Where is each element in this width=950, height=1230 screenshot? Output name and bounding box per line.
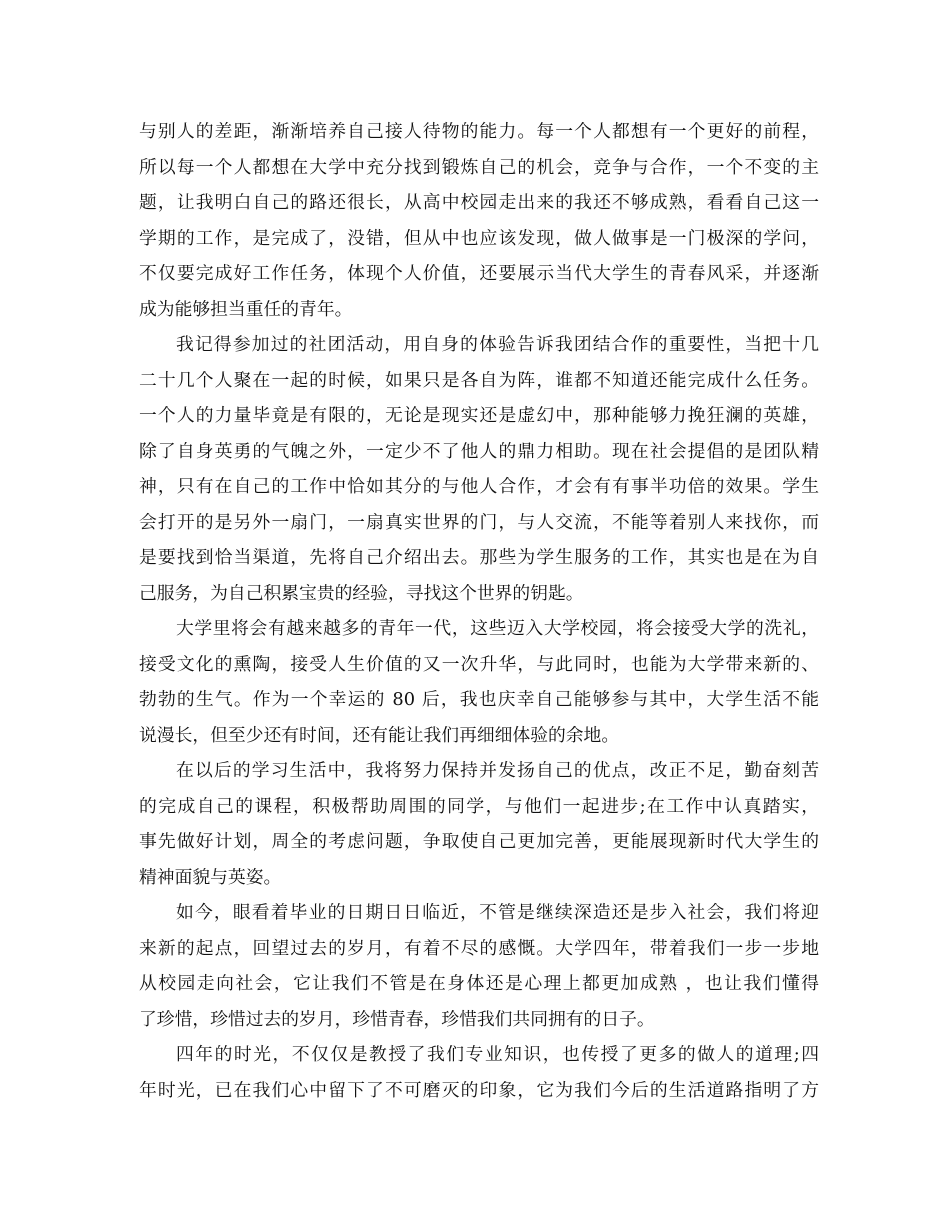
text-line: 除了自身英勇的气魄之外，一定少不了他人的鼎力相助。现在社会提倡的是团队精 [139, 440, 819, 462]
text-line: 我记得参加过的社团活动，用自身的体验告诉我团结合作的重要性，当把十几 [176, 334, 819, 355]
text-line: 一个人的力量毕竟是有限的，无论是现实还是虚幻中，那种能够力挽狂澜的英雄， [139, 405, 819, 426]
text-line: 来新的起点，回望过去的岁月，有着不尽的感慨。大学四年，带着我们一步一步地 [139, 937, 819, 959]
paragraph-3 [139, 611, 819, 753]
text-line: 大学里将会有越来越多的青年一代，这些迈入大学校园，将会接受大学的洗礼， [176, 618, 819, 639]
text-line: 说漫长，但至少还有时间，还有能让我们再细细体验的余地。 [139, 724, 620, 746]
text-line: 事先做好计划，周全的考虑问题，争取使自己更加完善，更能展现新时代大学生的 [139, 831, 819, 852]
text-line: 从校园走向社会，它让我们不管是在身体还是心理上都更加成熟 ，也让我们懂得 [139, 973, 819, 994]
text-line: 所以每一个人都想在大学中充分找到锻炼自己的机会，竞争与合作，一个不变的主 [139, 156, 819, 178]
text-line: 不仅要完成好工作任务，体现个人价值，还要展示当代大学生的青春风采，并逐渐 [139, 263, 819, 284]
text-line: 与别人的差距，渐渐培养自己接人待物的能力。每一个人都想有一个更好的前程， [139, 121, 819, 142]
text-line: 题，让我明白自己的路还很长，从高中校园走出来的我还不够成熟，看看自己这一 [139, 192, 819, 213]
text-line: 成为能够担当重任的青年。 [139, 298, 353, 320]
paragraph-5 [139, 895, 819, 1037]
text-line: 学期的工作，是完成了，没错，但从中也应该发现，做人做事是一门极深的学问， [139, 227, 819, 249]
document-body [139, 114, 819, 1108]
text-line: 如今，眼看着毕业的日期日日临近，不管是继续深造还是步入社会，我们将迎 [176, 902, 819, 923]
text-line: 精神面貌与英姿。 [139, 866, 282, 888]
text-line: 年时光，已在我们心中留下了不可磨灭的印象，它为我们今后的生活道路指明了方 [139, 1079, 819, 1101]
text-line: 了珍惜，珍惜过去的岁月，珍惜青春，珍惜我们共同拥有的日子。 [139, 1008, 655, 1030]
text-line: 在以后的学习生活中，我将努力保持并发扬自己的优点，改正不足，勤奋刻苦 [176, 760, 819, 781]
text-line: 神，只有在自己的工作中恰如其分的与他人合作，才会有有事半功倍的效果。学生 [139, 476, 819, 497]
paragraph-6 [139, 1037, 819, 1108]
text-line: 勃勃的生气。作为一个幸运的 80 后，我也庆幸自己能够参与其中，大学生活不能 [139, 689, 819, 710]
paragraph-1 [139, 114, 819, 327]
text-line: 会打开的是另外一扇门，一扇真实世界的门，与人交流，不能等着别人来找你，而 [139, 511, 819, 533]
paragraph-2 [139, 327, 819, 611]
text-line: 四年的时光，不仅仅是教授了我们专业知识，也传授了更多的做人的道理;四 [176, 1044, 819, 1065]
text-line: 的完成自己的课程，积极帮助周围的同学，与他们一起进步;在工作中认真踏实， [139, 795, 819, 817]
text-line: 是要找到恰当渠道，先将自己介绍出去。那些为学生服务的工作，其实也是在为自 [139, 547, 819, 568]
text-line: 己服务，为自己积累宝贵的经验，寻找这个世界的钥匙。 [139, 582, 584, 604]
text-line: 二十几个人聚在一起的时候，如果只是各自为阵，谁都不知道还能完成什么任务。 [139, 369, 819, 391]
paragraph-4 [139, 753, 819, 895]
text-line: 接受文化的熏陶，接受人生价值的又一次升华，与此同时，也能为大学带来新的、 [139, 653, 819, 675]
